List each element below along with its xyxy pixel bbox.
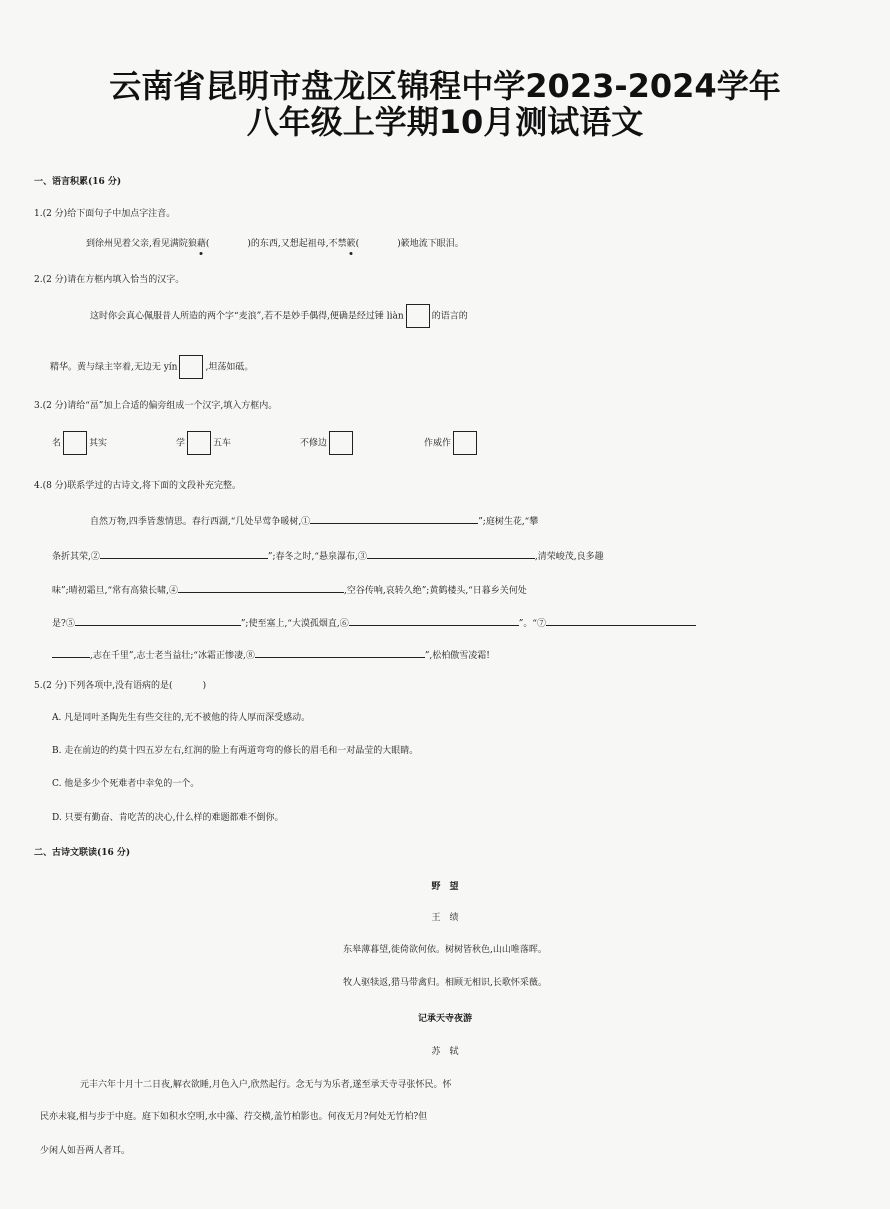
q3-item1-a: 名 [52,438,62,449]
q2-line2 [50,355,890,380]
poem-line1: 东皋薄暮望,徙倚欲何依。树树皆秋色,山山唯落晖。 [343,945,547,955]
q2-prompt: 2.(2 分)请在方框内填入恰当的汉字。 [34,275,185,285]
q5-prompt-line [34,674,890,698]
q3-item3-a: 不修边 [300,438,328,449]
q2-text-1: 这时你会真心佩服昔人所造的两个字“麦浪”,若不是妙手偶得,便确是经过锤 liàn [90,311,404,322]
q4-line5 [52,639,890,668]
q4-text-2b: ”;春冬之时,“悬泉瀑布,③ [267,552,367,562]
q4-blank-5[interactable] [75,607,241,626]
q3-item1 [52,431,107,456]
q3-item2-b: 五车 [213,438,232,449]
q4-text-3a: 味”;晴初霜旦,“常有高猿长啸,④ [52,586,178,596]
q4-line4 [52,607,890,636]
poem-line2: 牧人驱犊返,猎马带禽归。相顾无相识,长歌怀采薇。 [343,978,547,988]
q1-text-c: 簌地流下眼泪。 [400,239,464,249]
q5-option-b[interactable]: B. 走在前边的约莫十四五岁左右,红润的脸上有两道弯弯的修长的眉毛和一对晶莹的大眼睛。 [52,746,419,756]
prose-paragraph-line2: 民亦未寝,相与步于中庭。庭下如积水空明,水中藻、荇交横,盖竹柏影也。何夜无月?何处无竹柏?但 [40,1112,428,1122]
q5-prompt: 5.(2 分)下列各项中,没有语病的是( [34,681,173,691]
q2-line1 [90,304,890,329]
q4-blank-8[interactable] [255,639,425,658]
q4-text-4b: ”;使至塞上,“大漠孤烟直,⑥ [240,619,349,629]
section2-heading: 二、古诗文联读(16 分) [34,848,131,858]
poem-title: 野 望 [431,882,459,892]
q2-text-2a: 精华。黄与绿主宰着,无边无 yín [50,362,178,373]
q4-blank-3[interactable] [367,540,535,559]
prose-paragraph-line3: 少闲人如吾两人者耳。 [40,1146,131,1156]
q2-answer-box-1[interactable] [406,304,430,328]
q5-option-d[interactable]: D. 只要有勤奋、肯吃苦的决心,什么样的难题都难不倒你。 [52,813,284,823]
q1-dotted-char-1: 藉 [196,239,206,249]
q1-text-b: 的东西,又想起祖母,不禁 [250,239,347,249]
q5-option-a[interactable]: A. 凡是同叶圣陶先生有些交往的,无不被他的待人厚而深受感动。 [52,713,311,723]
q4-text-2c: ,清荣峻茂,良多趣 [534,552,604,562]
q4-blank-6[interactable] [349,607,519,626]
q3-item1-b: 其实 [89,438,108,449]
prose-author: 苏 轼 [431,1047,459,1057]
q2-text-1-end: 的语言的 [431,311,468,322]
q4-blank-7[interactable] [546,607,696,626]
q4-text-1a: 自然万物,四季皆葱情思。春行西湖,“几处早莺争暖树,① [90,517,311,527]
prose-title: 记承天寺夜游 [417,1014,472,1024]
page-title-line1: 云南省昆明市盘龙区锦程中学2023-2024学年 [109,67,781,105]
q4-text-3b: ,空谷传响,哀转久绝”;黄鹤楼头,“日暮乡关何处 [343,586,527,596]
q3-item3 [300,431,355,456]
q1-prompt: 1.(2 分)给下面句子中加点字注音。 [34,209,176,219]
section1-heading: 一、语言积累(16 分) [34,177,122,187]
q3-box-3[interactable] [329,431,353,455]
page-title-line2: 八年级上学期10月测试语文 [246,103,644,141]
q3-item4-a: 作威作 [424,438,452,449]
q4-text-4a: 是?⑤ [52,619,75,629]
q2-text-2b: ,坦荡如砥。 [205,362,254,373]
q4-text-5b: ”,松柏傲雪凌霜! [424,651,490,661]
q3-box-4[interactable] [453,431,477,455]
q4-blank-7-cont[interactable] [52,639,90,658]
q4-blank-4[interactable] [178,574,344,593]
q1-dotted-char-2: 簌 [346,239,356,249]
q4-line3 [52,574,890,603]
q3-item4 [424,431,479,456]
q4-text-2a: 条折其荣,② [52,552,100,562]
q5-prompt-end: ) [202,681,207,691]
q4-blank-2[interactable] [100,540,268,559]
q4-text-4c: ”。“⑦ [518,619,546,629]
q4-prompt: 4.(8 分)联系学过的古诗文,将下面的文段补充完整。 [34,481,242,491]
q4-line2 [52,540,890,569]
q3-box-2[interactable] [187,431,211,455]
q3-prompt: 3.(2 分)请给“畐”加上合适的偏旁组成一个汉字,填入方框内。 [34,401,278,411]
q4-text-5a: ,志在千里”,志士老当益壮;“冰霜正惨凄,⑧ [90,651,255,661]
prose-paragraph-line1: 元丰六年十月十二日夜,解衣欲睡,月色入户,欣然起行。念无与为乐者,遂至承天寺寻张怀民。怀 [80,1080,452,1090]
q4-line1 [90,505,890,534]
q4-text-1b: ”;庭树生花,“攀 [478,517,539,527]
q3-box-1[interactable] [63,431,87,455]
q4-blank-1[interactable] [310,505,478,524]
q3-item2 [176,431,231,456]
q1-text-a: 到徐州见着父亲,看见满院狼 [86,239,197,249]
q2-answer-box-2[interactable] [179,355,203,379]
q3-item2-a: 学 [176,438,186,449]
q5-option-c[interactable]: C. 他是多少个死难者中幸免的一个。 [52,779,200,789]
poem-author: 王 绩 [431,913,459,923]
q1-sentence: 到徐州见着父亲,看见满院狼藉( )的东西,又想起祖母,不禁簌( )簌地流下眼泪。 [86,239,464,249]
